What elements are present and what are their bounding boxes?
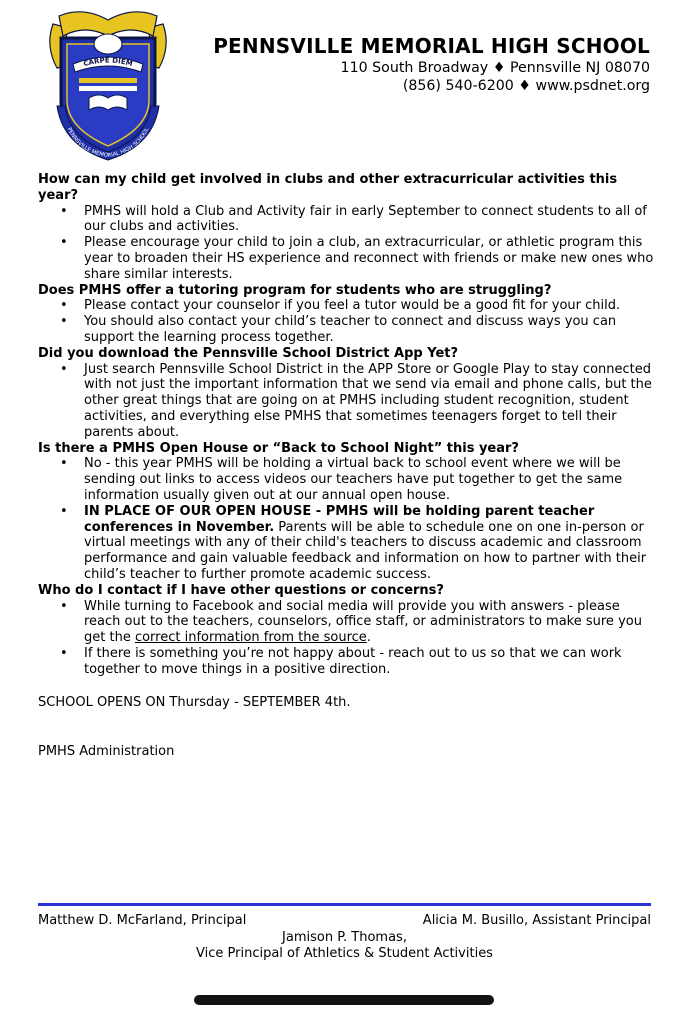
list-item: • Just search Pennsville School District in the APP Store or Google Play to stay connected with not just the important information that we send via email and phone calls, but the other great things that are going on at PMHS including student recognition, student activities, and everything else PMHS that sometimes teenagers forget to tell their parents about. (84, 362, 658, 441)
faq-answer-list-open-house (38, 456, 658, 582)
school-name: PENNSVILLE MEMORIAL HIGH SCHOOL (213, 34, 650, 58)
conferences-bold-text: IN PLACE OF OUR OPEN HOUSE - PMHS will be holding parent teacher conferences in November. (84, 503, 595, 535)
faq-question-contact: Who do I contact if I have other questions or concerns? (38, 582, 444, 598)
list-item: • PMHS will hold a Club and Activity fair in early September to connect students to all of our clubs and activities. (84, 204, 658, 236)
crest-motto-text: CARPE DIEM (82, 56, 134, 69)
faq-answer-list-clubs (38, 204, 658, 283)
vice-principal-title: Vice Principal of Athletics & Student Activities (196, 946, 493, 961)
list-item: • If there is something you’re not happy about - reach out to us so that we can work together to move things in a positive direction. (84, 646, 658, 678)
conferences-detail-text: Parents will be able to schedule one on one in-person or virtual meetings with any of their child's teachers to discuss academic and classroom performance and gain valuable feedback and information on how to partner with their child’s teacher to further promote academic success. (84, 519, 647, 582)
list-item-social-media (84, 599, 658, 646)
vice-principal (38, 930, 651, 962)
letterhead (213, 33, 650, 95)
faq-question-tutoring: Does PMHS offer a tutoring program for students who are struggling? (38, 282, 552, 298)
faq-answer-list-app (38, 362, 658, 441)
assistant-principal-name: Alicia M. Busillo, Assistant Principal (422, 913, 651, 928)
letter-body (38, 172, 658, 760)
correct-information-underlined: correct information from the source (134, 630, 367, 646)
school-crest-logo (43, 6, 173, 162)
faq-answer-list-tutoring (38, 298, 658, 345)
crest-ring-text: PENNSVILLE MEMORIAL HIGH SCHOOL (65, 126, 151, 160)
school-address: 110 South Broadway ♦ Pennsville NJ 08070 (340, 60, 650, 76)
home-indicator-bar[interactable] (194, 995, 494, 1005)
principal-name: Matthew D. McFarland, Principal (38, 913, 247, 928)
school-contact: (856) 540-6200 ♦ www.psdnet.org (402, 78, 650, 94)
faq-question-app: Did you download the Pennsville School District App Yet? (38, 345, 459, 361)
list-item-conferences (84, 504, 658, 583)
footer-divider (38, 903, 651, 906)
faq-answer-list-contact (38, 599, 658, 678)
vice-principal-name: Jamison P. Thomas, (282, 930, 407, 945)
signoff: PMHS Administration (38, 744, 175, 760)
faq-question-open-house: Is there a PMHS Open House or “Back to School Night” this year? (38, 440, 519, 456)
list-item: • No - this year PMHS will be holding a virtual back to school event where we will be sending out links to access videos our teachers have put together to get the same information usually given out at our annual open house. (84, 456, 658, 503)
list-item: • You should also contact your child’s teacher to connect and discuss ways you can support the learning process together. (84, 314, 658, 346)
social-media-text: While turning to Facebook and social media will provide you with answers - please reach out to the teachers, counselors, office staff, or administrators to make sure you get the (84, 598, 642, 646)
social-media-text-end: . (366, 630, 371, 646)
school-opens-notice: SCHOOL OPENS ON Thursday - SEPTEMBER 4th. (38, 694, 351, 710)
list-item: • Please encourage your child to join a club, an extracurricular, or athletic program this year to broaden their HS experience and reconnect with friends or make new ones who share similar interests. (84, 235, 658, 282)
faq-question-clubs: How can my child get involved in clubs and other extracurricular activities this year? (38, 172, 618, 203)
list-item: • Please contact your counselor if you feel a tutor would be a good fit for your child. (84, 298, 658, 314)
